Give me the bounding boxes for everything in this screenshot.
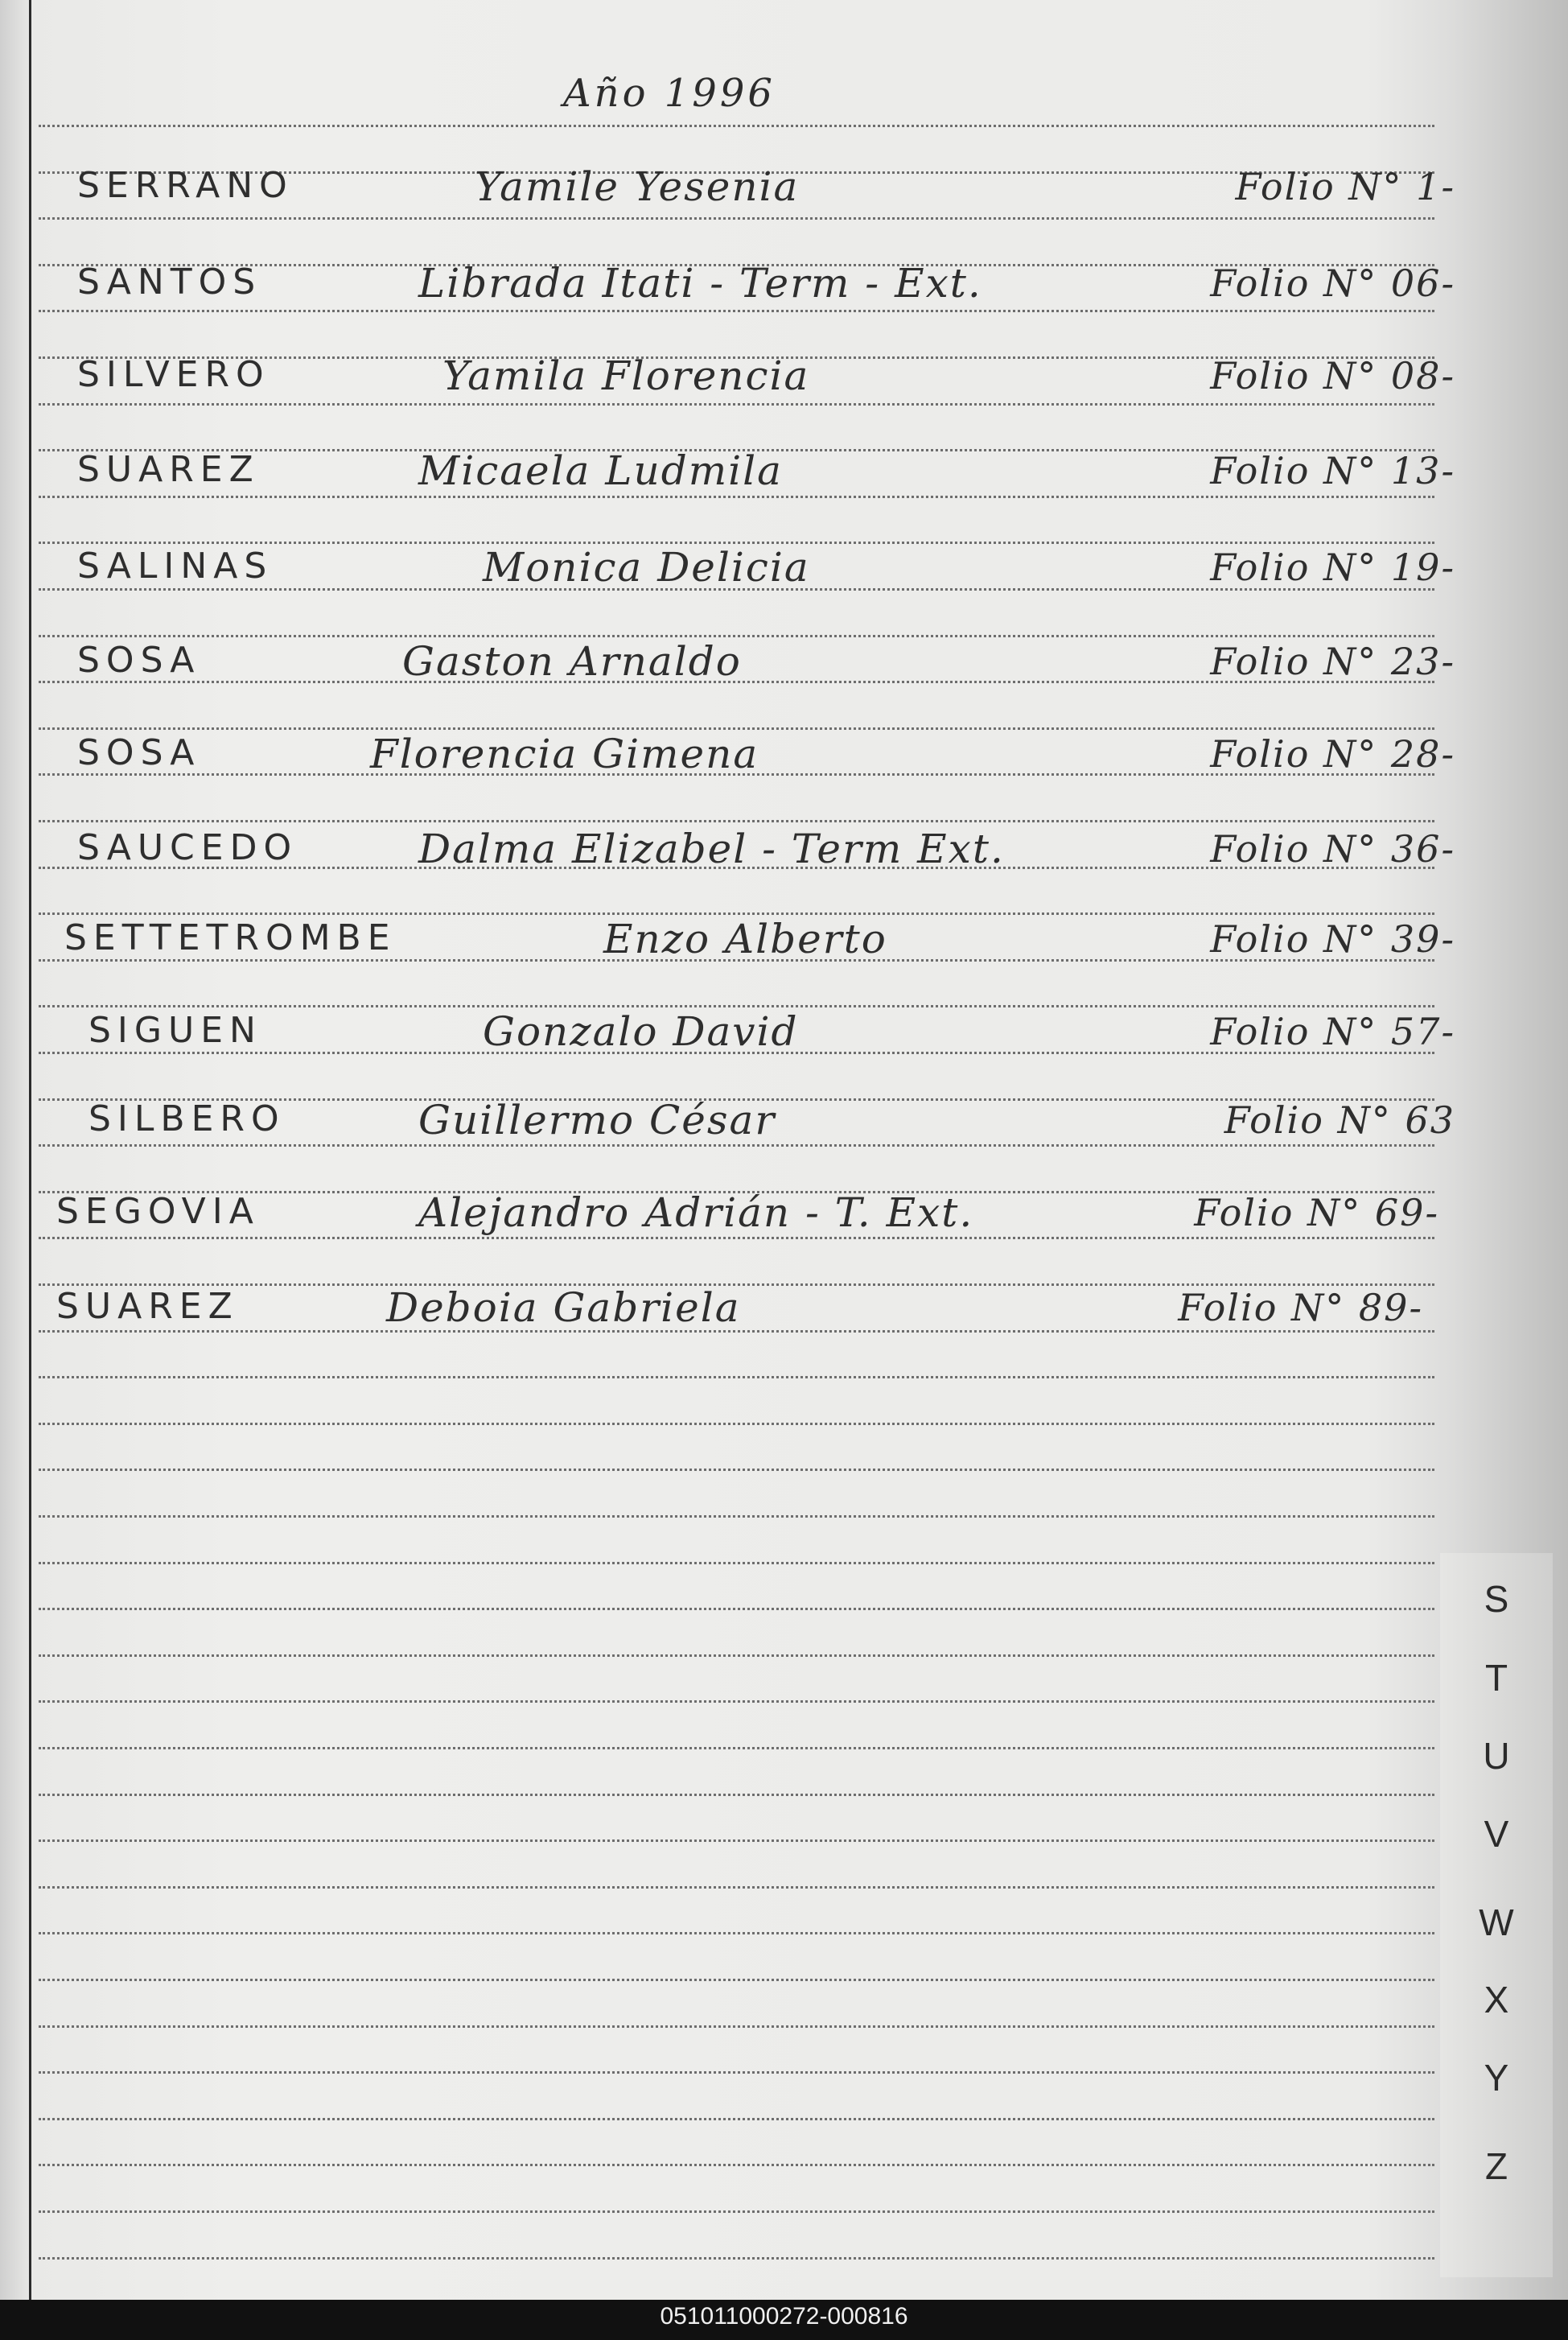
entry-surname: SANTOS <box>77 262 262 303</box>
entry-row <box>0 253 1568 310</box>
entry-surname: SIGUEN <box>88 1010 262 1051</box>
entry-given-names: Gonzalo David <box>483 1008 799 1055</box>
entry-row <box>0 538 1568 594</box>
entry-folio: Folio N° 06- <box>1210 262 1455 305</box>
entry-folio: Folio N° 23- <box>1210 640 1455 683</box>
ruled-line <box>39 2164 1434 2166</box>
entry-given-names: Guillermo César <box>418 1097 776 1143</box>
entry-row <box>0 1183 1568 1239</box>
entry-folio: Folio N° 28- <box>1210 732 1455 776</box>
index-tab-s[interactable]: S <box>1484 1578 1509 1620</box>
entry-row <box>0 1278 1568 1334</box>
entry-surname: SAUCEDO <box>77 827 298 868</box>
ruled-line <box>39 1700 1434 1703</box>
entry-folio: Folio N° 57- <box>1210 1010 1455 1053</box>
ruled-line <box>39 2025 1434 2028</box>
entry-folio: Folio N° 39- <box>1210 917 1455 961</box>
entry-surname: SOSA <box>77 640 201 681</box>
ruled-line <box>39 1515 1434 1518</box>
ruled-line <box>39 1608 1434 1610</box>
index-tab-t[interactable]: T <box>1484 1657 1508 1699</box>
ruled-line <box>39 1654 1434 1657</box>
ruled-line <box>39 1469 1434 1471</box>
entry-folio: Folio N° 13- <box>1210 449 1455 492</box>
entry-given-names: Dalma Elizabel - Term Ext. <box>418 826 1005 872</box>
entry-surname: SALINAS <box>77 546 274 587</box>
ruled-line <box>39 403 1434 406</box>
entry-surname: SUAREZ <box>56 1286 239 1327</box>
entry-row <box>0 346 1568 402</box>
ruled-line <box>39 1932 1434 1934</box>
entry-folio: Folio N° 08- <box>1210 354 1455 398</box>
ruled-line <box>39 1376 1434 1378</box>
entry-folio: Folio N° 19- <box>1210 546 1455 589</box>
entry-row <box>0 909 1568 966</box>
ruled-line <box>39 1839 1434 1842</box>
entry-given-names: Monica Delicia <box>483 544 810 591</box>
entry-folio: Folio N° 1- <box>1235 165 1455 208</box>
page-title: Año 1996 <box>563 71 776 116</box>
entry-given-names: Yamile Yesenia <box>475 163 800 210</box>
entry-given-names: Yamila Florencia <box>442 352 810 399</box>
index-tab-z[interactable]: Z <box>1484 2145 1508 2187</box>
ruled-line <box>39 2118 1434 2120</box>
entry-surname: SEGOVIA <box>56 1191 260 1232</box>
entry-row <box>0 632 1568 688</box>
ruled-line <box>39 1794 1434 1796</box>
index-tab-w[interactable]: W <box>1479 1901 1514 1943</box>
ruled-line <box>39 1562 1434 1564</box>
entry-given-names: Gaston Arnaldo <box>402 638 742 685</box>
entry-row <box>0 819 1568 875</box>
entry-given-names: Alejandro Adrián - T. Ext. <box>418 1189 974 1236</box>
ruled-line <box>39 2071 1434 2074</box>
index-tab-u[interactable]: U <box>1483 1735 1510 1777</box>
entry-surname: SETTETROMBE <box>64 917 397 958</box>
ruled-line <box>39 1886 1434 1889</box>
entry-given-names: Librada Itati - Term - Ext. <box>418 260 982 307</box>
document-id: 051011000272-000816 <box>660 2303 908 2330</box>
entry-surname: SILBERO <box>88 1098 286 1139</box>
entry-row <box>0 157 1568 213</box>
index-tab-v[interactable]: V <box>1484 1813 1509 1855</box>
entry-row <box>0 441 1568 497</box>
ruled-line <box>39 1979 1434 1981</box>
entry-row <box>0 1090 1568 1147</box>
ruled-line <box>39 1747 1434 1749</box>
entry-row <box>0 1002 1568 1058</box>
entry-row <box>0 724 1568 781</box>
index-tab-x[interactable]: X <box>1484 1979 1509 2021</box>
ruled-line <box>39 2257 1434 2260</box>
entry-given-names: Enzo Alberto <box>603 916 887 962</box>
entry-surname: SUAREZ <box>77 449 260 490</box>
entry-folio: Folio N° 36- <box>1210 827 1455 871</box>
entry-folio: Folio N° 89- <box>1178 1286 1423 1329</box>
entry-folio: Folio N° 63 <box>1224 1098 1455 1142</box>
margin-rule <box>29 0 31 2300</box>
ruled-line <box>39 125 1434 127</box>
ruled-line <box>39 217 1434 220</box>
entry-surname: SILVERO <box>77 354 270 395</box>
entry-surname: SOSA <box>77 732 201 773</box>
ruled-line <box>39 310 1434 312</box>
entry-folio: Folio N° 69- <box>1194 1191 1439 1234</box>
ruled-line <box>39 2210 1434 2213</box>
entry-given-names: Deboia Gabriela <box>386 1284 741 1331</box>
index-tab-y[interactable]: Y <box>1484 2057 1509 2099</box>
entry-given-names: Micaela Ludmila <box>418 447 783 494</box>
ruled-line <box>39 1423 1434 1425</box>
entry-surname: SERRANO <box>77 165 294 206</box>
entry-given-names: Florencia Gimena <box>370 731 759 777</box>
